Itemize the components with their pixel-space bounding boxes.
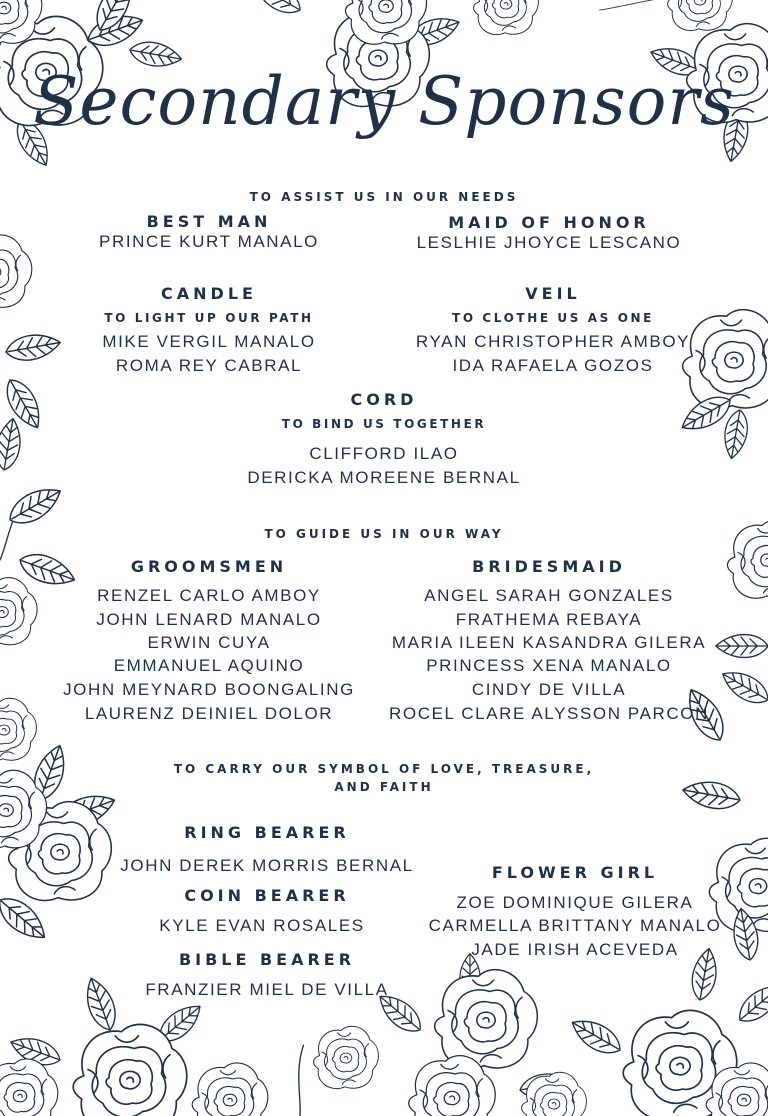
groomsman-name: JOHN LENARD MANALO [96,610,322,629]
maid-of-honor-name: LESLHIE JHOYCE LESCANO [416,233,682,252]
coin-bearer-name: KYLE EVAN ROSALES [159,916,365,935]
section-heading-guide: TO GUIDE US IN OUR WAY [264,527,504,541]
best-man-name: PRINCE KURT MANALO [99,232,319,251]
candle-tagline: TO LIGHT UP OUR PATH [104,311,314,325]
ring-bearer-label: RING BEARER [184,823,350,842]
cord-name: CLIFFORD ILAO [309,444,459,463]
bible-bearer-label: BIBLE BEARER [178,950,356,969]
coin-bearer-label: COIN BEARER [184,886,350,905]
bridesmaid-name: MARIA ILEEN KASANDRA GILERA [391,633,707,652]
bridesmaid-name: FRATHEMA REBAYA [455,610,643,629]
bible-bearer-name: FRANZIER MIEL DE VILLA [145,980,389,999]
cord-name: DERICKA MOREENE BERNAL [247,468,521,487]
section-heading-carry-line1: TO CARRY OUR SYMBOL OF LOVE, TREASURE, [173,762,595,776]
bridesmaid-name: ROCEL CLARE ALYSSON PARCON [389,704,709,723]
veil-tagline: TO CLOTHE US AS ONE [452,311,654,325]
veil-name: RYAN CHRISTOPHER AMBOY [415,332,691,351]
candle-name: ROMA REY CABRAL [115,356,303,375]
flower-girl-name: ZOE DOMINIQUE GILERA [456,893,694,912]
bridesmaid-label: BRIDESMAID [472,557,626,576]
bridesmaid-name: CINDY DE VILLA [471,680,627,699]
groomsman-name: JOHN MEYNARD BOONGALING [63,680,355,699]
cord-label: CORD [350,390,418,409]
section-heading-assist: TO ASSIST US IN OUR NEEDS [249,190,519,204]
flower-girl-name: CARMELLA BRITTANY MANALO [428,916,722,935]
bridesmaid-name: ANGEL SARAH GONZALES [424,586,674,605]
veil-name: IDA RAFAELA GOZOS [452,356,654,375]
candle-label: CANDLE [161,284,257,303]
ring-bearer-name: JOHN DEREK MORRIS BERNAL [120,856,414,875]
candle-name: MIKE VERGIL MANALO [102,332,316,351]
groomsman-name: LAURENZ DEINIEL DOLOR [84,704,334,723]
bridesmaid-name: PRINCESS XENA MANALO [426,656,672,675]
groomsmen-label: GROOMSMEN [130,557,288,576]
veil-label: VEIL [525,284,581,303]
flower-girl-label: FLOWER GIRL [491,863,659,882]
maid-of-honor-label: MAID OF HONOR [448,213,650,232]
groomsman-name: EMMANUEL AQUINO [113,656,305,675]
flower-girl-name: JADE IRISH ACEVEDA [471,940,679,959]
best-man-label: BEST MAN [146,212,272,231]
section-heading-carry-line2: AND FAITH [334,780,434,794]
groomsman-name: RENZEL CARLO AMBOY [97,586,321,605]
groomsman-name: ERWIN CUYA [147,633,271,652]
cord-tagline: TO BIND US TOGETHER [281,417,487,431]
page-title: Secondary Sponsors [33,63,735,140]
